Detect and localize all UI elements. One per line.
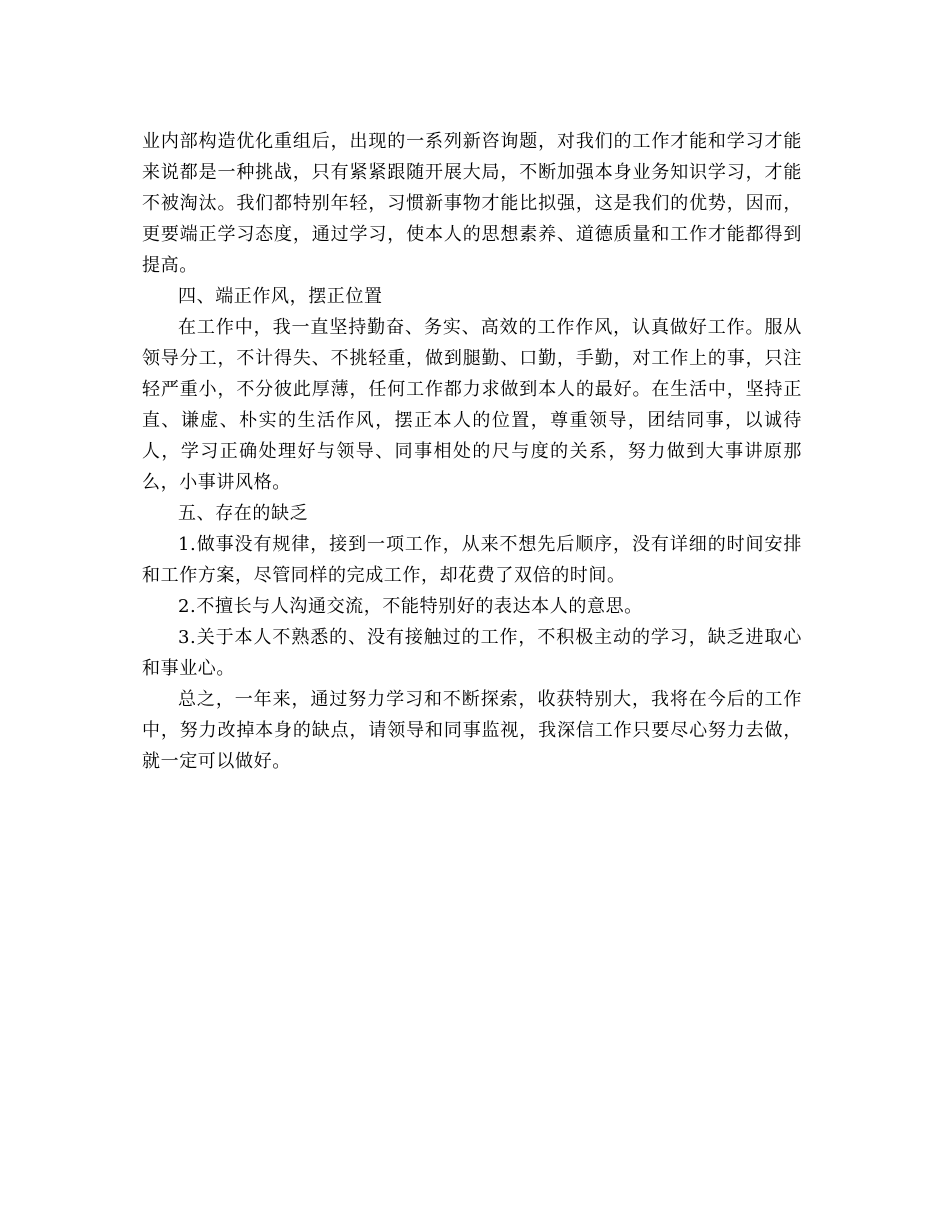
list-item-3: 3.关于本人不熟悉的、没有接触过的工作，不积极主动的学习，缺乏进取心和事业心。 — [142, 627, 802, 679]
paragraph-work-style: 在工作中，我一直坚持勤奋、务实、高效的工作作风，认真做好工作。服从领导分工，不计得失、不挑轻重，做到腿勤、口勤，手勤，对工作上的事，只注轻严重小，不分彼此厚薄，任何工作都力求做到本人的最好。在生活中，坚持正直、谦虚、朴实的生活作风，摆正本人的位置，尊重领导，团结同事，以诚待人，学习正确处理好与领导、同事相处的尺与度的关系，努力做到大事讲原那么，小事讲风格。 — [142, 317, 802, 493]
section-heading-5: 五、存在的缺乏 — [178, 503, 309, 524]
list-item-2: 2.不擅长与人沟通交流，不能特别好的表达本人的意思。 — [178, 596, 643, 617]
section-heading-4: 四、端正作风，摆正位置 — [178, 286, 383, 307]
paragraph-continuation: 业内部构造优化重组后，出现的一系列新咨询题，对我们的工作才能和学习才能来说都是一种挑战，只有紧紧跟随开展大局，不断加强本身业务知识学习，才能不被淘汰。我们都特别年轻，习惯新事物才能比拟强，这是我们的优势，因而，更要端正学习态度，通过学习，使本人的思想素养、道德质量和工作才能都得到提高。 — [142, 131, 802, 276]
document-body — [142, 126, 802, 777]
list-item-1: 1.做事没有规律，接到一项工作，从来不想先后顺序，没有详细的时间安排和工作方案，尽管同样的完成工作，却花费了双倍的时间。 — [142, 534, 802, 586]
paragraph-summary: 总之，一年来，通过努力学习和不断探索，收获特别大，我将在今后的工作中，努力改掉本身的缺点，请领导和同事监视，我深信工作只要尽心努力去做，就一定可以做好。 — [142, 689, 802, 772]
